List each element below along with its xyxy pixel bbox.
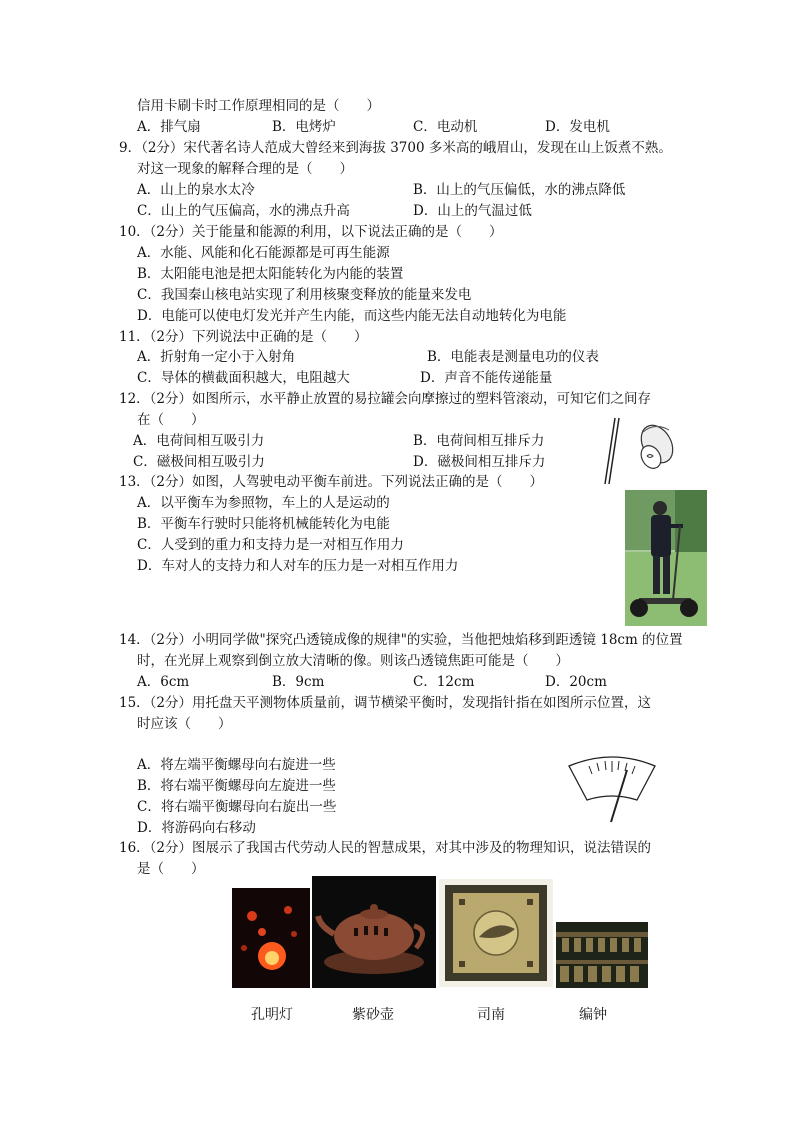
soda-can [635, 420, 679, 472]
q9-stem-line1: 9．（2分）宋代著名诗人范成大曾经来到海拔 3700 多米高的峨眉山，发现在山上饭煮不熟。 [119, 140, 672, 156]
q10-option-c: C．我国秦山核电站实现了利用核聚变释放的能量来发电 [137, 287, 472, 303]
q11-stem: 11．（2分）下列说法中正确的是（ ） [119, 329, 368, 345]
q11-option-b: B．电能表是测量电功的仪表 [427, 349, 599, 365]
q13-option-c: C．人受到的重力和支持力是一对相互作用力 [137, 537, 404, 553]
q15-option-b: B．将右端平衡螺母向左旋进一些 [137, 778, 336, 794]
balance-scooter-photo [625, 490, 707, 626]
q11-option-c: C．导体的横截面积越大，电阻越大 [137, 370, 350, 386]
q14-option-d: D．20cm [545, 674, 607, 690]
q15-option-d: D．将游码向右移动 [137, 820, 256, 836]
q12-option-d: D．磁极间相互排斥力 [413, 454, 546, 470]
q10-option-d: D．电能可以使电灯发光并产生内能，而这些内能无法自动地转化为电能 [137, 308, 567, 324]
kongming-lantern-photo [232, 888, 310, 988]
q8-option-c: C．电动机 [413, 119, 478, 135]
q9-option-d: D．山上的气温过低 [413, 203, 532, 219]
q11-option-d: D．声音不能传递能量 [420, 370, 553, 386]
q8-option-d: D．发电机 [545, 119, 610, 135]
q8-stem-continuation: 信用卡刷卡时工作原理相同的是（ ） [137, 98, 380, 114]
q13-option-b: B．平衡车行驶时只能将机械能转化为电能 [137, 516, 390, 532]
caption-bianzhong: 编钟 [579, 1007, 607, 1023]
q14-option-c: C．12cm [413, 674, 475, 690]
q8-option-a: A．排气扇 [137, 119, 201, 135]
q14-stem-line1: 14．（2分）小明同学做"探究凸透镜成像的规律"的实验，当他把烛焰移到距透镜 18cm 的位置 [119, 632, 683, 648]
q12-option-c: C．磁极间相互吸引力 [133, 454, 265, 470]
q10-option-b: B．太阳能电池是把太阳能转化为内能的装置 [137, 266, 404, 282]
q14-stem-line2: 时，在光屏上观察到倒立放大清晰的像。则该凸透镜焦距可能是（ ） [137, 653, 569, 669]
q14-option-a: A．6cm [137, 674, 190, 690]
q10-option-a: A．水能、风能和化石能源都是可再生能源 [137, 245, 390, 261]
q15-stem-line1: 15．（2分）用托盘天平测物体质量前，调节横梁平衡时，发现指针指在如图所示位置，这 [119, 695, 652, 711]
zisha-teapot-photo [312, 876, 436, 988]
caption-zisha-teapot: 紫砂壶 [352, 1007, 394, 1023]
q12-option-b: B．电荷间相互排斥力 [413, 433, 545, 449]
q9-option-c: C．山上的气压偏高，水的沸点升高 [137, 203, 350, 219]
tube-and-can-figure [595, 412, 685, 487]
q9-stem-line2: 对这一现象的解释合理的是（ ） [137, 161, 353, 177]
q9-option-a: A．山上的泉水太冷 [137, 182, 255, 198]
q12-option-a: A．电荷间相互吸引力 [133, 433, 265, 449]
caption-sinan: 司南 [477, 1007, 505, 1023]
q12-stem-line2: 在（ ） [137, 412, 205, 428]
q8-option-b: B．电烤炉 [272, 119, 336, 135]
q15-option-a: A．将左端平衡螺母向右旋进一些 [137, 757, 336, 773]
caption-kongming-lantern: 孔明灯 [251, 1007, 293, 1023]
q14-option-b: B．9cm [272, 674, 325, 690]
q9-option-b: B．山上的气压偏低，水的沸点降低 [413, 182, 626, 198]
q16-stem-line1: 16．（2分）图展示了我国古代劳动人民的智慧成果，对其中涉及的物理知识，说法错误的 [119, 840, 652, 856]
q13-stem: 13．（2分）如图，人驾驶电动平衡车前进。下列说法正确的是（ ） [119, 474, 544, 490]
q16-stem-line2: 是（ ） [137, 861, 205, 877]
q10-stem: 10．（2分）关于能量和能源的利用，以下说法正确的是（ ） [119, 224, 503, 240]
q12-stem-line1: 12．（2分）如图所示，水平静止放置的易拉罐会向摩擦过的塑料管滚动，可知它们之间存 [119, 391, 652, 407]
q15-option-c: C．将右端平衡螺母向右旋出一些 [137, 799, 337, 815]
q11-option-a: A．折射角一定小于入射角 [137, 349, 296, 365]
bianzhong-bells-photo [556, 922, 648, 988]
q15-stem-line2: 时应该（ ） [137, 716, 232, 732]
q13-option-d: D．车对人的支持力和人对车的压力是一对相互作用力 [137, 558, 459, 574]
balance-pointer-dial [565, 752, 659, 824]
sinan-compass-photo [439, 879, 553, 987]
q13-option-a: A．以平衡车为参照物，车上的人是运动的 [137, 495, 390, 511]
